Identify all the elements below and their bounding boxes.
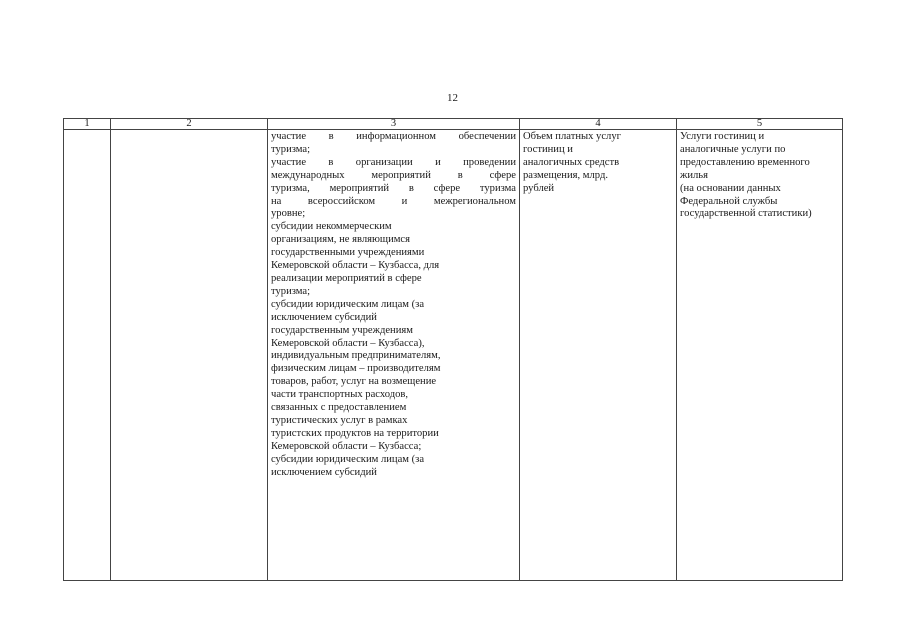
indicator-line: Объем платных услуг [523,131,621,142]
activity-line: туристских продуктов на территории [271,427,439,439]
column-header-1: 1 [64,119,111,130]
source-line: предоставлению временного [680,156,810,168]
table-row [64,130,843,581]
activity-line: исключением субсидий [271,466,377,478]
document-table [63,118,843,581]
activity-line: части транспортных расходов, [271,389,409,401]
indicator-line: рублей [523,182,555,194]
source-line: жилья [680,169,708,181]
activity-line: субсидии некоммерческим [271,221,392,233]
indicator-line: аналогичных средств [523,156,620,168]
activity-line: участие в организации и проведении [271,156,516,168]
column-header-5: 5 [677,119,843,130]
activity-line: государственным учреждениям [271,324,413,336]
column-header-2: 2 [111,119,268,130]
activity-line: субсидии юридическим лицам (за [271,298,425,310]
activity-line: государственными учреждениями [271,247,425,259]
activity-line: международных мероприятий в сфере [271,169,516,181]
page-number: 12 [447,92,458,104]
table-header-row [64,119,843,130]
activity-line: туризма; [271,285,311,297]
activity-line: Кемеровской области – Кузбасса), [271,337,425,349]
indicator-line: размещения, млрд. [523,169,608,181]
activity-line: Кемеровской области – Кузбасса, для [271,260,440,272]
cell-activities [268,130,520,581]
source-line: Федеральной службы [680,195,778,207]
activity-line: связанных с предоставлением [271,402,407,414]
activity-line: индивидуальным предпринимателям, [271,350,441,362]
column-header-4: 4 [520,119,677,130]
cell-col2 [111,130,268,581]
activity-line: субсидии юридическим лицам (за [271,453,425,465]
activity-line: физическим лицам – производителям [271,363,441,375]
activity-line: товаров, работ, услуг на возмещение [271,376,437,388]
indicator-line: гостиниц и [523,143,573,155]
cell-indicator [520,130,677,581]
activity-line: исключением субсидий [271,311,377,323]
activity-line: уровне; [271,208,306,220]
source-line: государственной статистики) [680,208,812,220]
column-header-3: 3 [268,119,520,130]
source-line: Услуги гостиниц и [680,131,765,142]
activity-line: участие в информационном обеспечении [271,131,516,142]
activity-line: реализации мероприятий в сфере [271,272,422,284]
source-line: аналогичные услуги по [680,143,786,155]
activity-line: организациям, не являющимся [271,234,411,246]
cell-col1 [64,130,111,581]
activity-line: туризма, мероприятий в сфере туризма [271,182,516,194]
activity-line: туризма; [271,143,311,155]
activity-line: туристических услуг в рамках [271,414,408,426]
source-line: (на основании данных [680,182,781,194]
activity-line: Кемеровской области – Кузбасса; [271,440,422,452]
activity-line: на всероссийском и межрегиональном [271,195,516,207]
cell-data-source [677,130,843,581]
